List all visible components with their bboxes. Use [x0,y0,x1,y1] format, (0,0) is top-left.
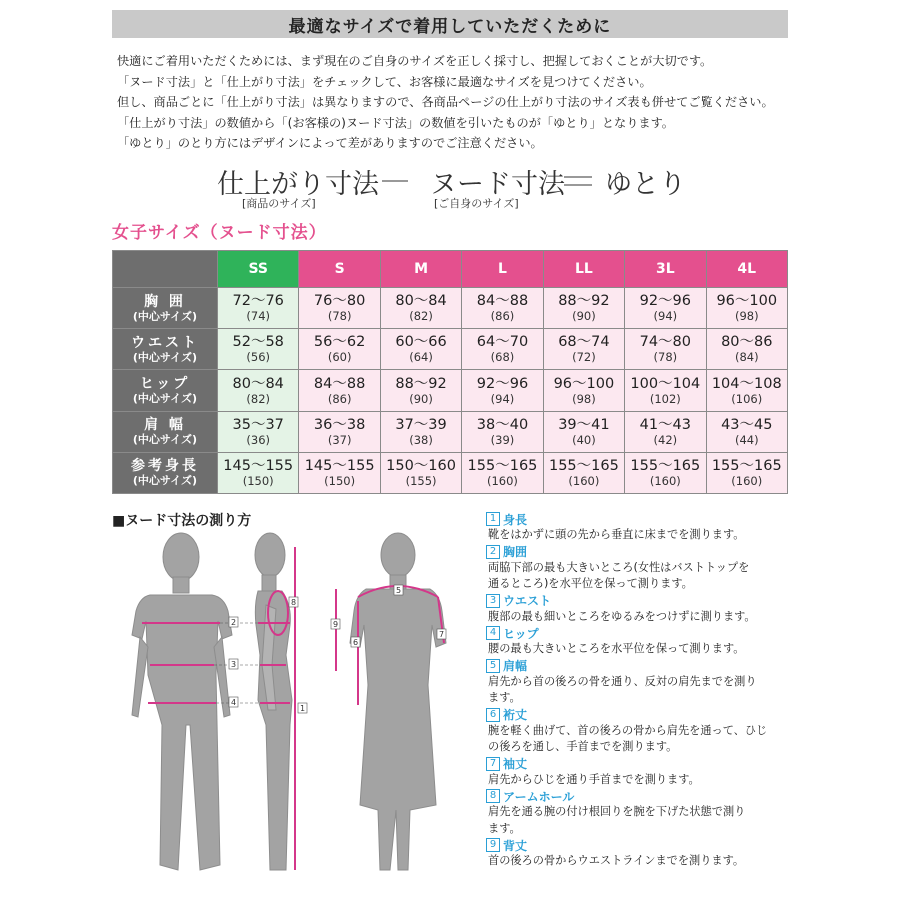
range-value: 41〜43 [639,416,692,433]
size-header-row [113,251,788,288]
center-value: (72) [572,350,596,365]
range-value: 88〜92 [395,375,447,392]
row-label: 肩 幅 [144,417,186,434]
range-value: 100〜104 [630,375,701,392]
instruction-item [486,511,786,544]
instruction-heading [486,658,786,674]
instruction-text: 腹部の最も細いところをゆるみをつけずに測ります。 [488,609,756,623]
range-value: 35〜37 [232,416,284,433]
label-8: 8 [290,598,297,607]
instruction-number: 1 [486,512,500,526]
center-value: (98) [572,391,596,406]
instruction-heading [486,625,786,641]
range-value: 84〜88 [313,375,366,392]
size-table-row [113,329,788,370]
instruction-item [486,788,786,837]
center-value: (56) [246,350,271,365]
instruction-text: ます。 [488,821,521,835]
size-cell [462,411,543,452]
instruction-item [486,544,786,593]
instruction-title: アームホール [503,789,575,804]
range-value: 80〜84 [395,293,447,310]
front-figure [132,533,232,870]
center-value: (78) [327,309,352,324]
size-header-4l: 4L [706,251,787,288]
label-2: 2 [230,618,237,627]
range-value: 76〜80 [313,293,366,310]
center-value: (106) [731,391,763,406]
range-value: 64〜70 [476,334,529,351]
instruction-number: 3 [486,594,500,608]
size-cell [218,329,299,370]
instruction-title: ウエスト [503,594,552,608]
center-value: (86) [490,309,515,324]
instruction-text: 腕を軽く曲げて、首の後ろの骨から肩先を通って、ひじ [488,723,768,737]
body-measurement-illustration [110,525,460,897]
size-table-title: 女子サイズ（ヌード寸法） [112,223,327,243]
size-cell [218,288,299,329]
size-cell [299,411,380,452]
row-sublabel: (中心サイズ) [132,350,198,364]
finished-size-term: 仕上がり寸法 [217,169,379,200]
instruction-title: 背丈 [503,838,528,853]
label-4: 4 [230,698,237,707]
instruction-heading [486,511,786,527]
size-cell [299,329,380,370]
size-cell [543,329,624,370]
range-value: 68〜74 [558,334,610,351]
center-value: (86) [327,391,352,406]
instruction-heading [486,593,786,609]
range-value: 145〜155 [223,457,294,474]
size-cell [299,452,380,493]
row-label: 参考身長 [131,458,199,475]
size-cell [543,288,624,329]
instruction-text: ます。 [488,691,521,704]
center-value: (42) [653,432,678,447]
size-header-m: M [380,251,461,288]
size-header-ll: LL [543,251,624,288]
size-cell [380,370,461,411]
size-cell [625,452,706,493]
range-value: 155〜165 [548,457,619,474]
size-cell [706,370,787,411]
intro-line: 「ゆとり」のとり方にはデザインによって差がありますのでご注意ください。 [117,136,543,150]
instruction-title: ヒップ [503,626,539,641]
size-cell [543,370,624,411]
center-value: (160) [731,473,763,488]
measure-section-title: ■ヌード寸法の測り方 [112,513,252,529]
instruction-heading [486,544,786,560]
size-table-row [113,452,788,493]
range-value: 80〜86 [721,334,773,351]
instruction-text: 腰の最も大きいところを水平位を保って測ります。 [488,642,745,655]
instruction-text: 通るところ)を水平位を保って測ります。 [488,577,693,590]
row-sublabel: (中心サイズ) [132,392,198,406]
center-value: (94) [490,391,515,406]
range-value: 84〜88 [476,293,529,310]
instruction-title: 袖丈 [503,757,528,771]
center-value: (64) [409,350,433,365]
instruction-heading [486,788,786,804]
instruction-number: 4 [486,626,500,640]
label-9: 9 [332,620,339,629]
size-cell [462,288,543,329]
size-table-row [113,411,788,452]
size-cell [299,370,380,411]
center-value: (38) [409,432,433,447]
size-table-row [113,370,788,411]
label-6: 6 [352,638,359,647]
center-value: (37) [327,432,352,447]
instruction-item [486,756,786,789]
row-header [113,370,218,411]
instruction-number: 5 [486,659,500,673]
instruction-text: の後ろを通し、手首までを測ります。 [488,740,678,753]
row-header [113,329,218,370]
instruction-number: 8 [486,789,500,803]
range-value: 150〜160 [386,457,456,474]
center-value: (36) [246,432,271,447]
instruction-number: 7 [486,757,500,771]
center-value: (74) [246,309,271,324]
range-value: 155〜165 [630,457,701,474]
range-value: 96〜100 [716,293,778,310]
instruction-heading [486,837,786,853]
center-value: (160) [649,473,681,488]
row-sublabel: (中心サイズ) [132,433,198,447]
instruction-text: 肩先を通る腕の付け根回りを腕を下げた状態で測り [488,805,746,818]
intro-line: 但し、商品ごとに「仕上がり寸法」は異なりますので、各商品ページの仕上がり寸法のサイズ表も併せてご覧ください。 [117,95,774,109]
label-7: 7 [438,630,445,639]
size-cell [625,329,706,370]
instruction-number: 9 [486,838,500,852]
center-value: (150) [324,473,356,488]
center-value: (150) [242,473,274,488]
center-value: (102) [649,391,681,406]
size-cell [625,411,706,452]
center-value: (90) [572,309,596,324]
instruction-title: 身長 [503,512,528,527]
range-value: 38〜40 [476,416,529,433]
instruction-title: 胸囲 [503,545,528,559]
range-value: 80〜84 [232,375,284,392]
center-value: (98) [734,309,759,324]
center-value: (94) [653,309,678,324]
size-cell [218,452,299,493]
instruction-text: 両脇下部の最も大きいところ(女性はバストトップを [488,560,750,574]
size-cell [543,411,624,452]
range-value: 60〜66 [395,334,447,351]
row-label: ヒップ [139,376,191,393]
range-value: 92〜96 [639,293,692,310]
instruction-item [486,707,786,756]
size-cell [462,329,543,370]
center-value: (90) [409,391,433,406]
header-banner: 最適なサイズで着用していただくために [112,10,788,38]
intro-line: 「ヌード寸法」と「仕上がり寸法」をチェックして、お客様に最適なサイズを見つけてください。 [117,74,652,89]
range-value: 72〜76 [232,293,284,310]
row-sublabel: (中心サイズ) [132,474,198,488]
center-value: (40) [572,432,596,447]
nude-size-term: ヌード寸法 [430,169,565,200]
size-cell [706,411,787,452]
size-cell [218,411,299,452]
range-value: 88〜92 [558,293,610,310]
range-value: 37〜39 [395,416,447,433]
size-cell [706,288,787,329]
center-value: (68) [490,350,515,365]
center-value: (78) [653,350,678,365]
center-value: (39) [490,432,515,447]
instruction-text: 肩先から首の後ろの骨を通り、反対の肩先までを測り [488,674,757,688]
label-1: 1 [299,704,306,713]
range-value: 104〜108 [711,375,782,392]
row-header [113,411,218,452]
range-value: 36〜38 [313,416,366,433]
center-value: (84) [734,350,759,365]
range-value: 74〜80 [639,334,692,351]
row-label: 胸 囲 [144,293,186,310]
size-cell [625,370,706,411]
instruction-text: 靴をはかずに頭の先から垂直に床までを測ります。 [488,528,745,541]
instruction-number: 6 [486,708,500,722]
side-figure [255,533,292,870]
finished-size-note: [商品のサイズ] [242,197,316,210]
instruction-item [486,837,786,870]
row-sublabel: (中心サイズ) [132,309,198,323]
instruction-heading [486,707,786,723]
range-value: 155〜165 [467,457,538,474]
instruction-item [486,658,786,707]
size-cell [380,329,461,370]
center-value: (44) [734,432,759,447]
size-cell [380,288,461,329]
center-value: (160) [568,473,600,488]
equals-sign [564,176,592,186]
label-3: 3 [230,660,237,669]
center-value: (160) [487,473,518,488]
size-table [112,250,788,494]
center-value: (155) [405,473,437,488]
size-header-l: L [462,251,543,288]
size-header-ss: SS [218,251,299,288]
label-5: 5 [395,586,402,595]
back-figure [350,533,446,870]
size-cell [543,452,624,493]
range-value: 92〜96 [476,375,529,392]
ease-formula [112,162,788,212]
instruction-item [486,593,786,626]
instruction-text: 肩先からひじを通り手首までを測ります。 [488,772,700,786]
table-corner [113,251,218,288]
size-cell [380,452,461,493]
range-value: 52〜58 [232,334,284,351]
size-cell [706,452,787,493]
minus-sign [382,180,408,182]
center-value: (82) [246,391,271,406]
range-value: 96〜100 [553,375,615,392]
instruction-item [486,625,786,658]
intro-line: 快適にご着用いただくためには、まず現在のご自身のサイズを正しく採寸し、把握しておくことが大切です。 [117,54,713,68]
row-header [113,452,218,493]
size-cell [218,370,299,411]
intro-text [117,51,797,154]
center-value: (60) [327,350,352,365]
range-value: 39〜41 [558,416,610,433]
instruction-heading [486,756,786,772]
instruction-title: 裄丈 [503,708,528,722]
range-value: 56〜62 [313,334,366,351]
size-cell [380,411,461,452]
size-cell [706,329,787,370]
nude-size-note: [ご自身のサイズ] [434,197,519,210]
measurement-instructions [486,511,786,870]
instruction-text: 首の後ろの骨からウエストラインまでを測ります。 [488,854,745,867]
range-value: 145〜155 [304,457,375,474]
instruction-title: 肩幅 [503,659,528,673]
range-value: 155〜165 [711,457,782,474]
size-cell [299,288,380,329]
instruction-number: 2 [486,545,500,559]
row-label: ウエスト [131,334,199,351]
ease-term: ゆとり [605,169,686,200]
size-header-s: S [299,251,380,288]
size-table-row [113,288,788,329]
size-header-3l: 3L [625,251,706,288]
size-cell [625,288,706,329]
size-cell [462,452,543,493]
intro-line: 「仕上がり寸法」の数値から「(お客様の)ヌード寸法」の数値を引いたものが「ゆとり」となります。 [117,115,674,130]
size-cell [462,370,543,411]
row-header [113,288,218,329]
range-value: 43〜45 [721,416,773,433]
center-value: (82) [409,309,433,324]
